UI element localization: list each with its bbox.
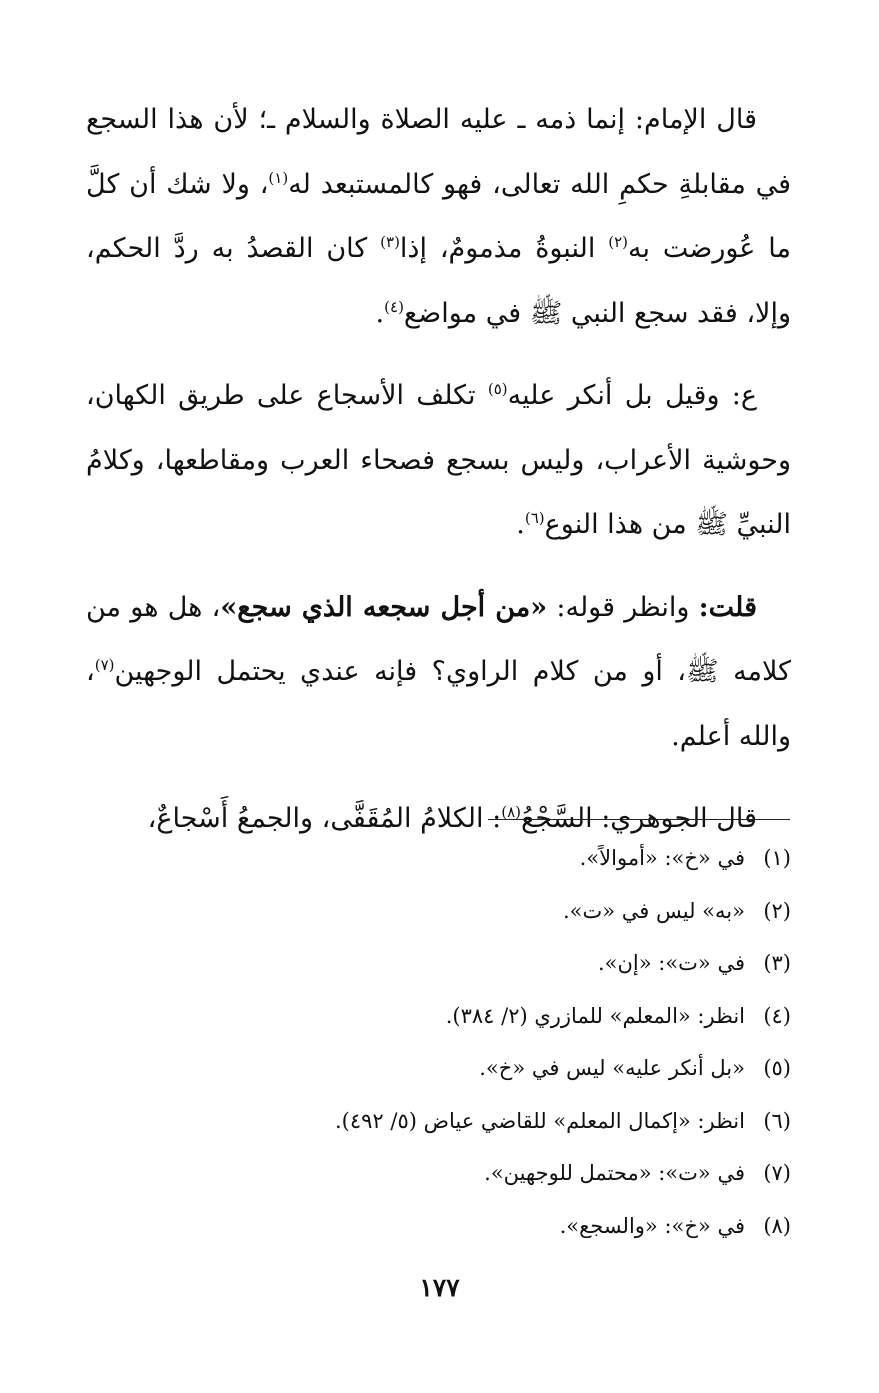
paragraph-3: [86, 576, 791, 770]
paragraph-2: [86, 364, 791, 558]
footnote-number: (٤): [763, 1003, 791, 1028]
footnote-number: (٧): [763, 1161, 791, 1185]
paragraph-3-end: ، والله أعلم.: [86, 656, 791, 752]
footnote-number: (٢): [763, 898, 791, 923]
footnote-marker-3: (٣): [380, 233, 400, 251]
paragraph-1: [86, 88, 791, 346]
paragraph-2-end: .: [516, 509, 525, 540]
footnote-marker-2: (٢): [608, 233, 628, 251]
paragraph-2-part-1: ع: وقيل بل أنكر عليه: [507, 380, 757, 411]
paragraph-1-part-2: ، ولا شك أن كلَّ ما عُورضت به: [86, 168, 791, 264]
paragraph-4-part-1: قال الجوهري: السَّجْعُ: [521, 803, 757, 834]
footnote-text: «بل أنكر عليه» ليس في «خ».: [479, 1056, 745, 1080]
footnote-item: [86, 990, 791, 1043]
page-number: ١٧٧: [419, 1273, 460, 1302]
footnote-marker-6: (٦): [524, 509, 545, 527]
footnote-marker-4: (٤): [384, 297, 404, 316]
footnotes-list: [86, 832, 791, 1252]
footnote-number: (١): [763, 846, 791, 870]
footnote-marker-8: (٨): [501, 803, 521, 821]
paragraph-4-end: : الكلامُ المُقَفَّى، والجمعُ أَسْجاعٌ،: [147, 803, 502, 834]
footnote-text: في «ت»: «إن».: [597, 951, 745, 975]
footnote-marker-1: (١): [268, 168, 289, 187]
main-text: [86, 88, 791, 870]
footnote-item: [86, 1042, 791, 1095]
footnote-item: [86, 1200, 791, 1253]
footnote-item: [86, 832, 791, 885]
footnote-item: [86, 1095, 791, 1148]
footnote-text: انظر: «المعلم» للمازري (٢/ ٣٨٤).: [445, 1003, 745, 1028]
footnote-separator: [488, 819, 790, 820]
paragraph-1-part-3: النبوةُ مذمومٌ، إذا: [399, 233, 609, 264]
footnote-text: «به» ليس في «ت».: [562, 898, 745, 923]
footnote-number: (٥): [763, 1056, 791, 1080]
paragraph-1-end: .: [375, 297, 385, 329]
footnote-item: [86, 1147, 791, 1200]
footnote-marker-7: (٧): [94, 656, 115, 674]
footnote-text: انظر: «إكمال المعلم» للقاضي عياض (٥/ ٤٩٢).: [334, 1108, 745, 1133]
paragraph-1-part-4: كان القصدُ به ردَّ الحكم، وإلا، فقد سجع النبي ﷺ في مواضع: [86, 233, 791, 329]
footnote-text: في «ت»: «محتمل للوجهين».: [484, 1161, 745, 1185]
footnote-text: في «خ»: «أموالاً».: [579, 846, 745, 870]
paragraph-3-part-1: وانظر قوله:: [547, 591, 699, 623]
footnote-number: (٦): [763, 1108, 791, 1133]
paragraph-1-part-1: قال الإمام: إنما ذمه ـ عليه الصلاة والسلام ـ؛ لأن هذا السجع في مقابلةِ حكمِ الله تعالى، فهو كالمستبعد له: [86, 104, 792, 200]
hadith-quote: «من أجل سجعه الذي سجع»: [220, 591, 548, 623]
footnote-text: في «خ»: «والسجع».: [559, 1213, 745, 1238]
paragraph-2-part-2: تكلف الأسجاع على طريق الكهان، وحوشية الأعراب، وليس بسجع فصحاء العرب ومقاطعها، وكلامُ النبيِّ ﷺ من هذا النوع: [86, 380, 791, 540]
footnote-number: (٨): [763, 1213, 791, 1238]
paragraph-3-lead: قلت:: [698, 591, 757, 623]
paragraph-3-part-2: ، هل هو من كلامه ﷺ، أو من كلام الراوي؟ فإنه عندي يحتمل الوجهين: [86, 591, 791, 687]
footnote-item: [86, 937, 791, 990]
footnote-marker-5: (٥): [487, 380, 508, 398]
footnote-item: [86, 885, 791, 938]
footnote-number: (٣): [763, 951, 791, 975]
